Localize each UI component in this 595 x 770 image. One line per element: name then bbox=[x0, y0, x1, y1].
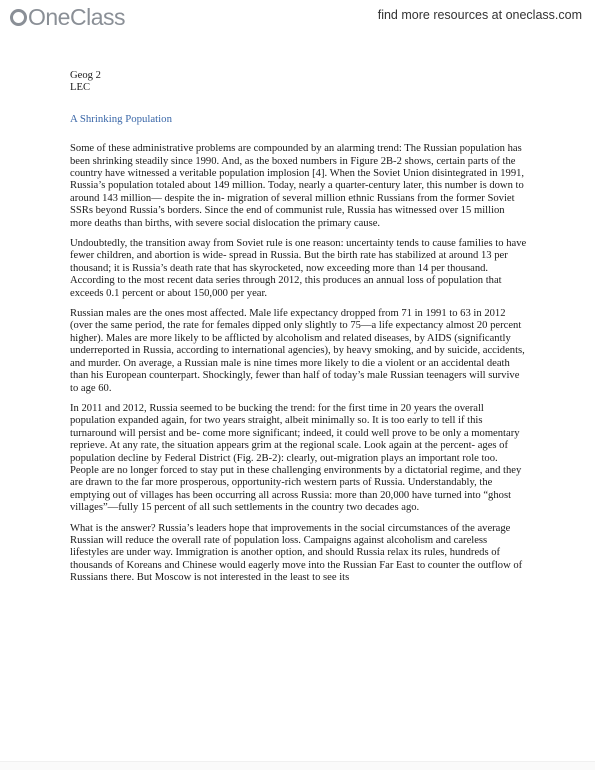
paragraph: Russian males are the ones most affected. Male life expectancy dropped from 71 in 1991 to 63 in 2012 (over the same period, the rate for females dipped only slightly to 75—a life expectancy almost 20 percent higher). Males are more likely to be afflicted by alcoholism and related diseases, by AIDS (significantly underreported in Russia, according to international agencies), by heavy smoking, and by suicide, accidents, and murder. On average, a Russian male is nine times more likely to die a violent or an accidental death than his European counterpart. Shockingly, fewer than half of today’s male Russian teenagers will survive to age 60. bbox=[70, 308, 525, 394]
paragraph: What is the answer? Russia’s leaders hope that improvements in the social circumstances of the average Russian will reduce the overall rate of population loss. Campaigns against alcoholism and careless lifestyles are under way. Immigration is another option, and should Russia relax its rules, hundreds of thousands of Koreans and Chinese would eagerly move into the Russian Far East to counter the outflow of Russians there. But Moscow is not interested in the least to see its bbox=[70, 522, 523, 584]
course-code: Geog 2 bbox=[70, 70, 101, 81]
oneclass-logo[interactable] bbox=[10, 4, 125, 31]
page-footer bbox=[0, 761, 595, 770]
paragraph: Some of these administrative problems are compounded by an alarming trend: The Russian population has been shrinking steadily since 1990. And, as the boxed numbers in Figure 2B-2 shows, certain parts of the country have witnessed a veritable population implosion [4]. When the Soviet Union disintegrated in 1991, Russia’s population totaled about 149 million. Today, nearly a quarter-century later, this number is down to around 143 million— despite the in- migration of several million ethnic Russians from the former Soviet SSRs beyond Russia’s borders. Since the end of communist rule, Russia has witnessed over 15 million more deaths than births, with severe social dislocation the primary cause. bbox=[70, 143, 525, 229]
course-meta bbox=[70, 70, 528, 95]
logo-text: OneClass bbox=[28, 4, 125, 30]
document-body bbox=[70, 70, 528, 593]
site-header bbox=[0, 0, 595, 34]
site-tagline[interactable]: find more resources at oneclass.com bbox=[377, 8, 582, 22]
paragraph: In 2011 and 2012, Russia seemed to be bucking the trend: for the first time in 20 years the overall population expanded again, for two years straight, albeit minimally so. It is too early to tell if this turnaround will persist and be- come more significant; indeed, it could well prove to be only a momentary reprieve. At any rate, the situation appears grim at the regional scale. Look again at the percent- ages of population decline by Federal District (Fig. 2B-2): clearly, out-migration plays an important role too. People are no longer forced to stay put in these challenging environments by a dictatorial regime, and they are drawn to the far more prosperous, opportunity-rich western parts of Russia. Understandably, the emptying out of villages has been occurring all across Russia: more than 20,000 have turned into “ghost villages”—fully 15 percent of all such settlements in the country two decades ago. bbox=[70, 402, 522, 514]
paragraph: Undoubtedly, the transition away from Soviet rule is one reason: uncertainty tends to cause families to have fewer children, and abortion is wide- spread in Russia. But the birth rate has stabilized at around 13 per thousand; it is Russia’s death rate that has skyrocketed, now exceeding more than 14 per thousand. According to the most recent data series through 2012, this produces an annual loss of population that exceeds 0.1 percent or about 150,000 per year. bbox=[70, 238, 527, 299]
course-section: LEC bbox=[70, 82, 91, 94]
section-heading: A Shrinking Population bbox=[70, 112, 172, 125]
